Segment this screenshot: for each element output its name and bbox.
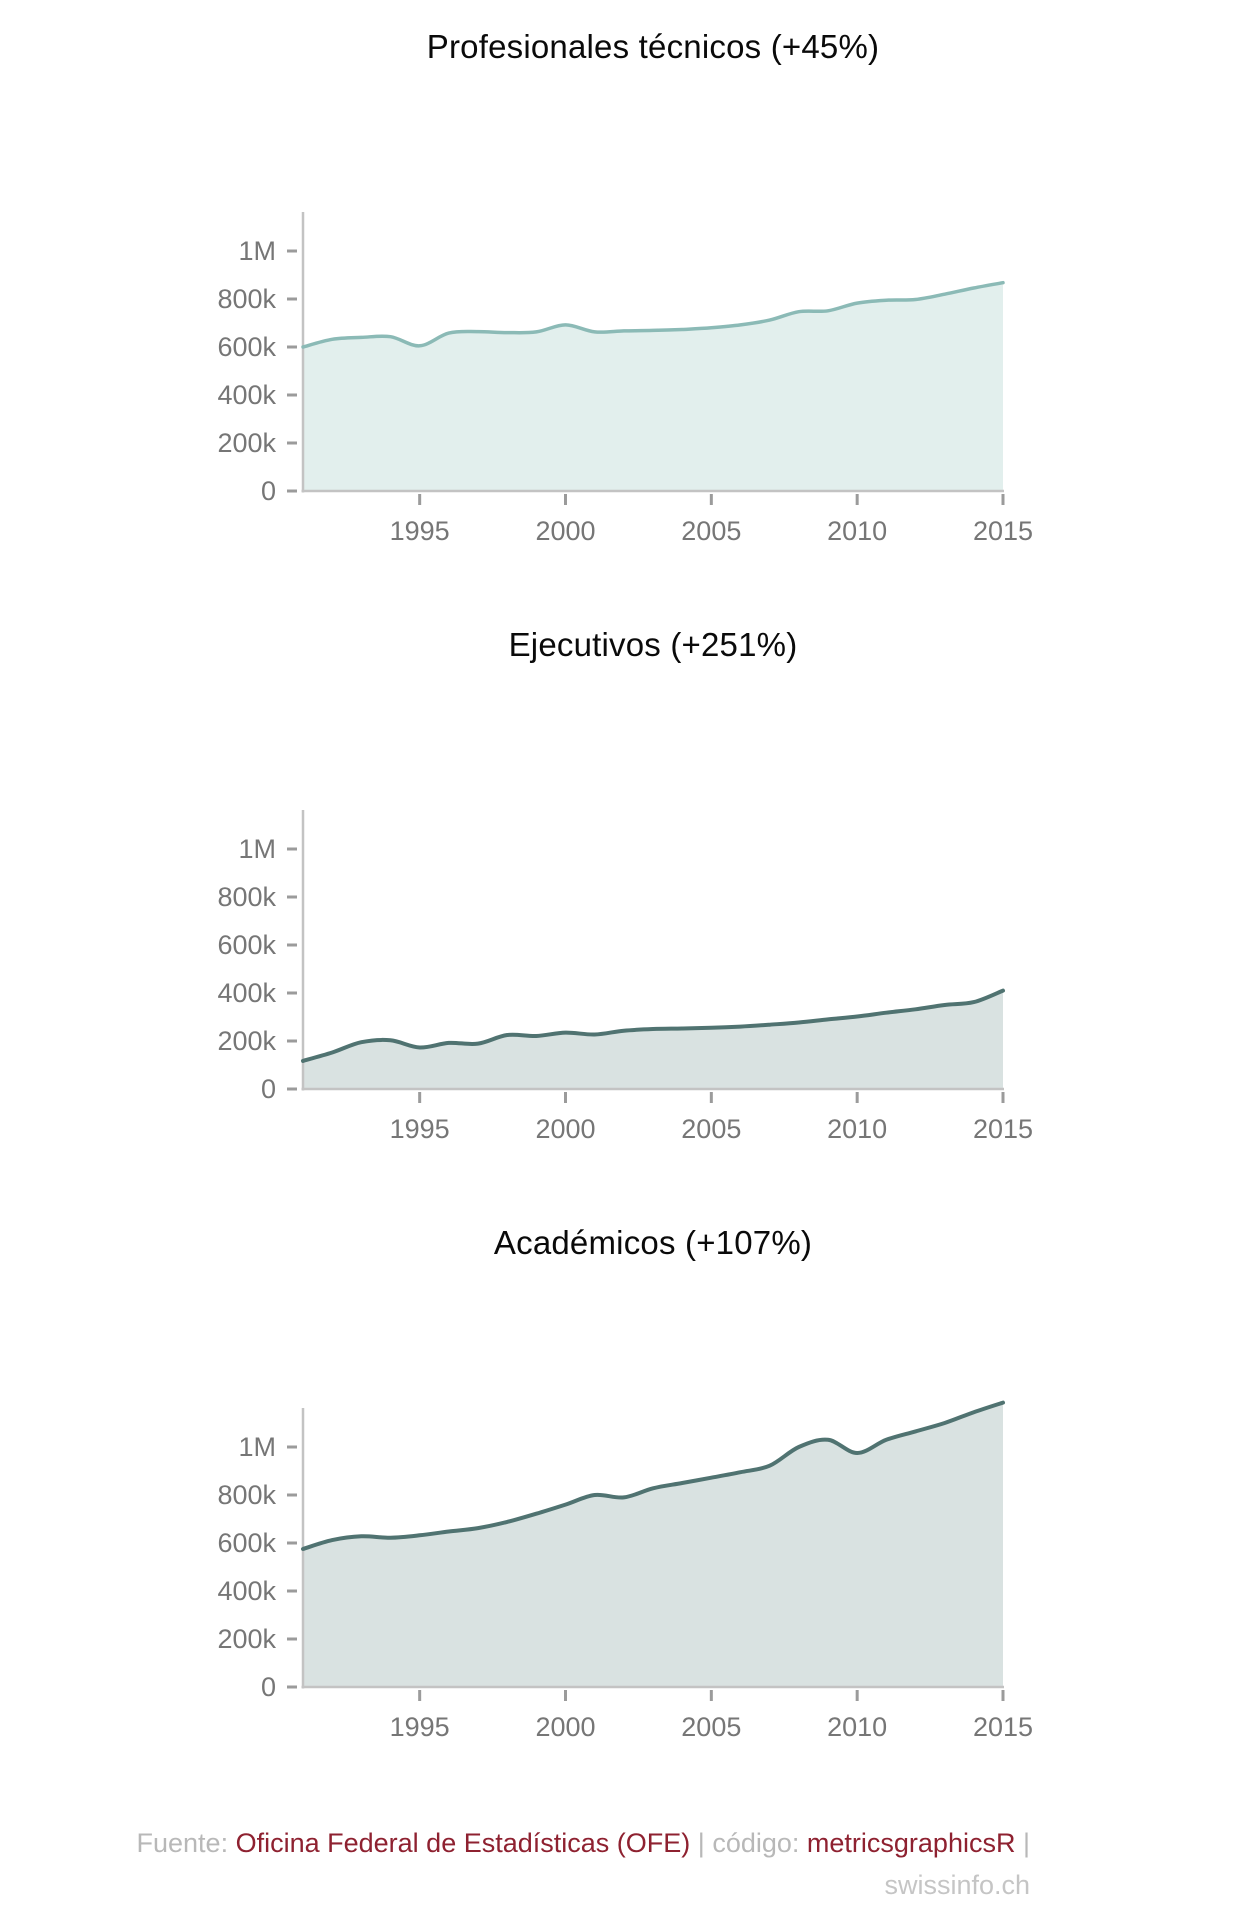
x-tick-label: 2000: [535, 516, 596, 546]
x-tick-label: 2000: [535, 1114, 596, 1144]
chart-block-ejecutivos: [0, 598, 1241, 1196]
footer-code-name: metricsgraphicsR: [806, 1828, 1016, 1858]
footer-separator: |: [697, 1828, 705, 1858]
y-tick-label: 600k: [217, 1528, 276, 1558]
y-tick-label: 800k: [217, 1480, 276, 1510]
x-tick-label: 1995: [389, 1114, 450, 1144]
y-tick-label: 200k: [217, 1624, 276, 1654]
chart-block-profesionales: [0, 0, 1241, 598]
chart-title: Profesionales técnicos (+45%): [426, 28, 880, 65]
x-axis-ticks: [390, 1690, 1033, 1742]
chart-title: Ejecutivos (+251%): [508, 626, 798, 663]
y-tick-label: 200k: [217, 1026, 276, 1056]
x-axis-ticks: [390, 1092, 1033, 1144]
y-axis-ticks: [217, 834, 297, 1104]
y-tick-label: 200k: [217, 428, 276, 458]
y-tick-label: 1M: [238, 236, 276, 266]
x-tick-label: 2005: [681, 1114, 742, 1144]
y-tick-label: 600k: [217, 930, 276, 960]
y-tick-label: 1M: [238, 1432, 276, 1462]
x-tick-label: 2005: [681, 516, 742, 546]
footer-credit: [0, 1822, 1030, 1906]
footer-fuente-label: Fuente:: [136, 1828, 229, 1858]
y-tick-label: 1M: [238, 834, 276, 864]
x-tick-label: 2005: [681, 1712, 742, 1742]
y-axis-ticks: [217, 1432, 297, 1702]
y-tick-label: 0: [260, 1672, 276, 1702]
y-tick-label: 400k: [217, 380, 276, 410]
x-tick-label: 2015: [972, 1712, 1034, 1742]
y-axis-ticks: [217, 236, 297, 506]
x-tick-label: 1995: [389, 516, 450, 546]
y-tick-label: 0: [260, 1074, 276, 1104]
x-tick-label: 2010: [827, 516, 888, 546]
y-tick-label: 800k: [217, 882, 276, 912]
chart-title: Académicos (+107%): [493, 1224, 813, 1261]
area-fill: [303, 991, 1003, 1089]
y-tick-label: 800k: [217, 284, 276, 314]
area-chart-profesionales: [0, 0, 1241, 598]
area-fill: [303, 283, 1003, 491]
footer-separator: |: [1022, 1828, 1030, 1858]
footer-codigo-label: código:: [712, 1828, 800, 1858]
x-axis-ticks: [390, 494, 1033, 546]
y-tick-label: 0: [260, 476, 276, 506]
footer-source: Oficina Federal de Estadísticas (OFE): [235, 1828, 691, 1858]
x-tick-label: 2015: [972, 516, 1034, 546]
y-tick-label: 600k: [217, 332, 276, 362]
x-tick-label: 2000: [535, 1712, 596, 1742]
x-tick-label: 2010: [827, 1712, 888, 1742]
y-tick-label: 400k: [217, 978, 276, 1008]
area-chart-academicos: [0, 1196, 1241, 1794]
area-fill: [303, 1403, 1003, 1687]
x-tick-label: 1995: [389, 1712, 450, 1742]
footer-credit-line: [0, 1822, 1030, 1864]
footer-brand: swissinfo.ch: [884, 1870, 1030, 1900]
chart-block-academicos: [0, 1196, 1241, 1794]
y-tick-label: 400k: [217, 1576, 276, 1606]
area-chart-ejecutivos: [0, 598, 1241, 1196]
x-tick-label: 2015: [972, 1114, 1034, 1144]
x-tick-label: 2010: [827, 1114, 888, 1144]
